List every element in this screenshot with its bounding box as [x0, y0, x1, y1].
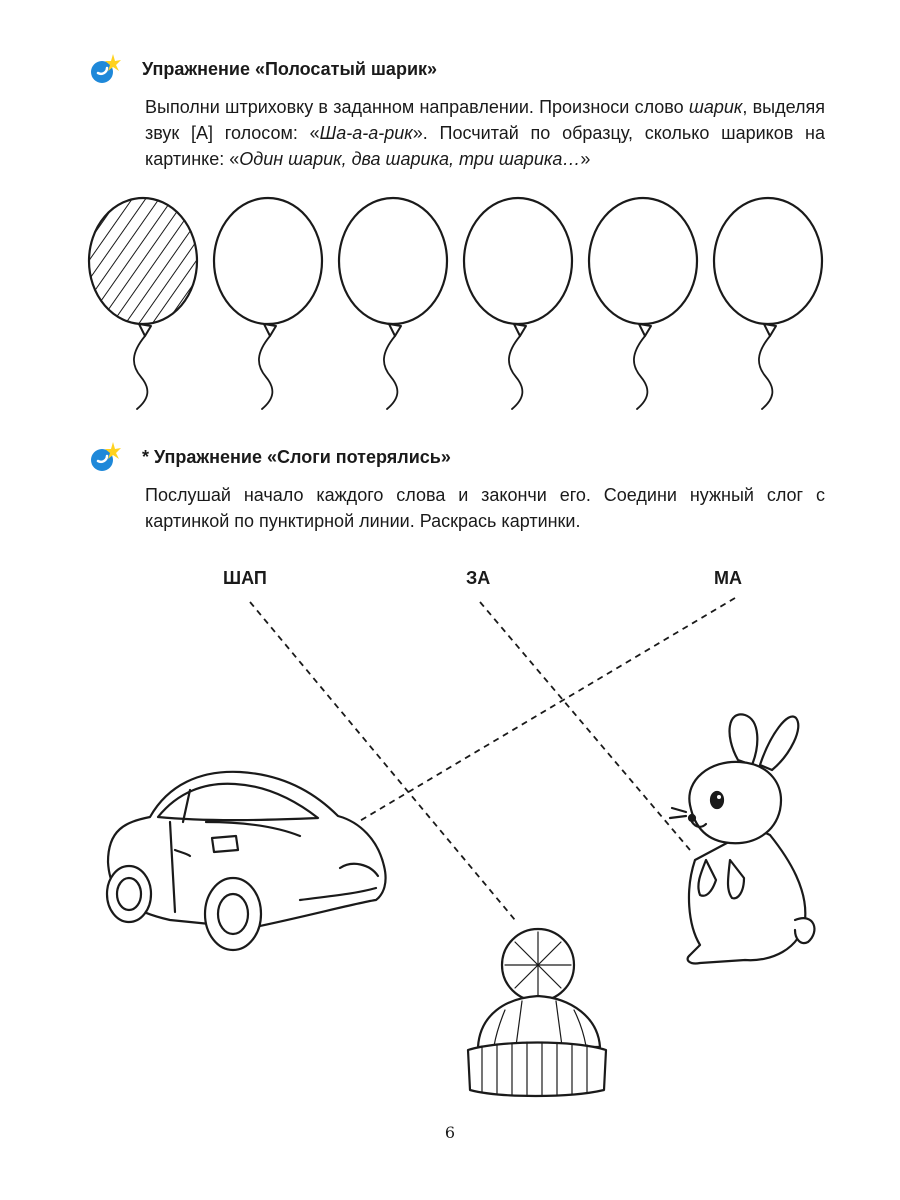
- balloon-hatched: [89, 198, 197, 409]
- matching-area: [0, 560, 900, 1100]
- exercise1-title: Упражнение «Полосатый шарик»: [142, 58, 438, 79]
- balloon: [339, 198, 447, 409]
- bullet-icon: [88, 52, 122, 86]
- exercise1-instructions: Выполни штриховку в заданном направлении. Произноси слово шарик, выделяя звук [А] голосом: «Ша-а-а-рик». Посчитай по образцу, сколько шариков на картинке: «Один шарик, два шарика, три шарика…»: [145, 97, 825, 169]
- page-number: 6: [444, 1123, 456, 1142]
- balloon: [714, 198, 822, 409]
- hare-illustration: [670, 714, 814, 963]
- exercise2-instructions: Послушай начало каждого слова и закончи его. Соедини нужный слог с картинкой по пунктирной линии. Раскрась картинки.: [145, 485, 825, 531]
- balloon: [214, 198, 322, 409]
- car-illustration: [107, 772, 386, 950]
- exercise2-title: * Упражнение «Слоги потерялись»: [142, 446, 451, 467]
- balloon: [464, 198, 572, 409]
- exercise2-header: [88, 440, 451, 474]
- syllable-ma: МА: [714, 568, 742, 588]
- balloons-row: [0, 195, 900, 420]
- exercise1-header: [88, 52, 437, 86]
- syllable-za: ЗА: [466, 568, 491, 588]
- syllable-shap: ШАП: [223, 568, 267, 588]
- balloon: [589, 198, 697, 409]
- hat-illustration: [468, 929, 606, 1096]
- bullet-icon: [88, 440, 122, 474]
- dashed-line-ma: [358, 598, 735, 822]
- dashed-line-za: [480, 602, 690, 850]
